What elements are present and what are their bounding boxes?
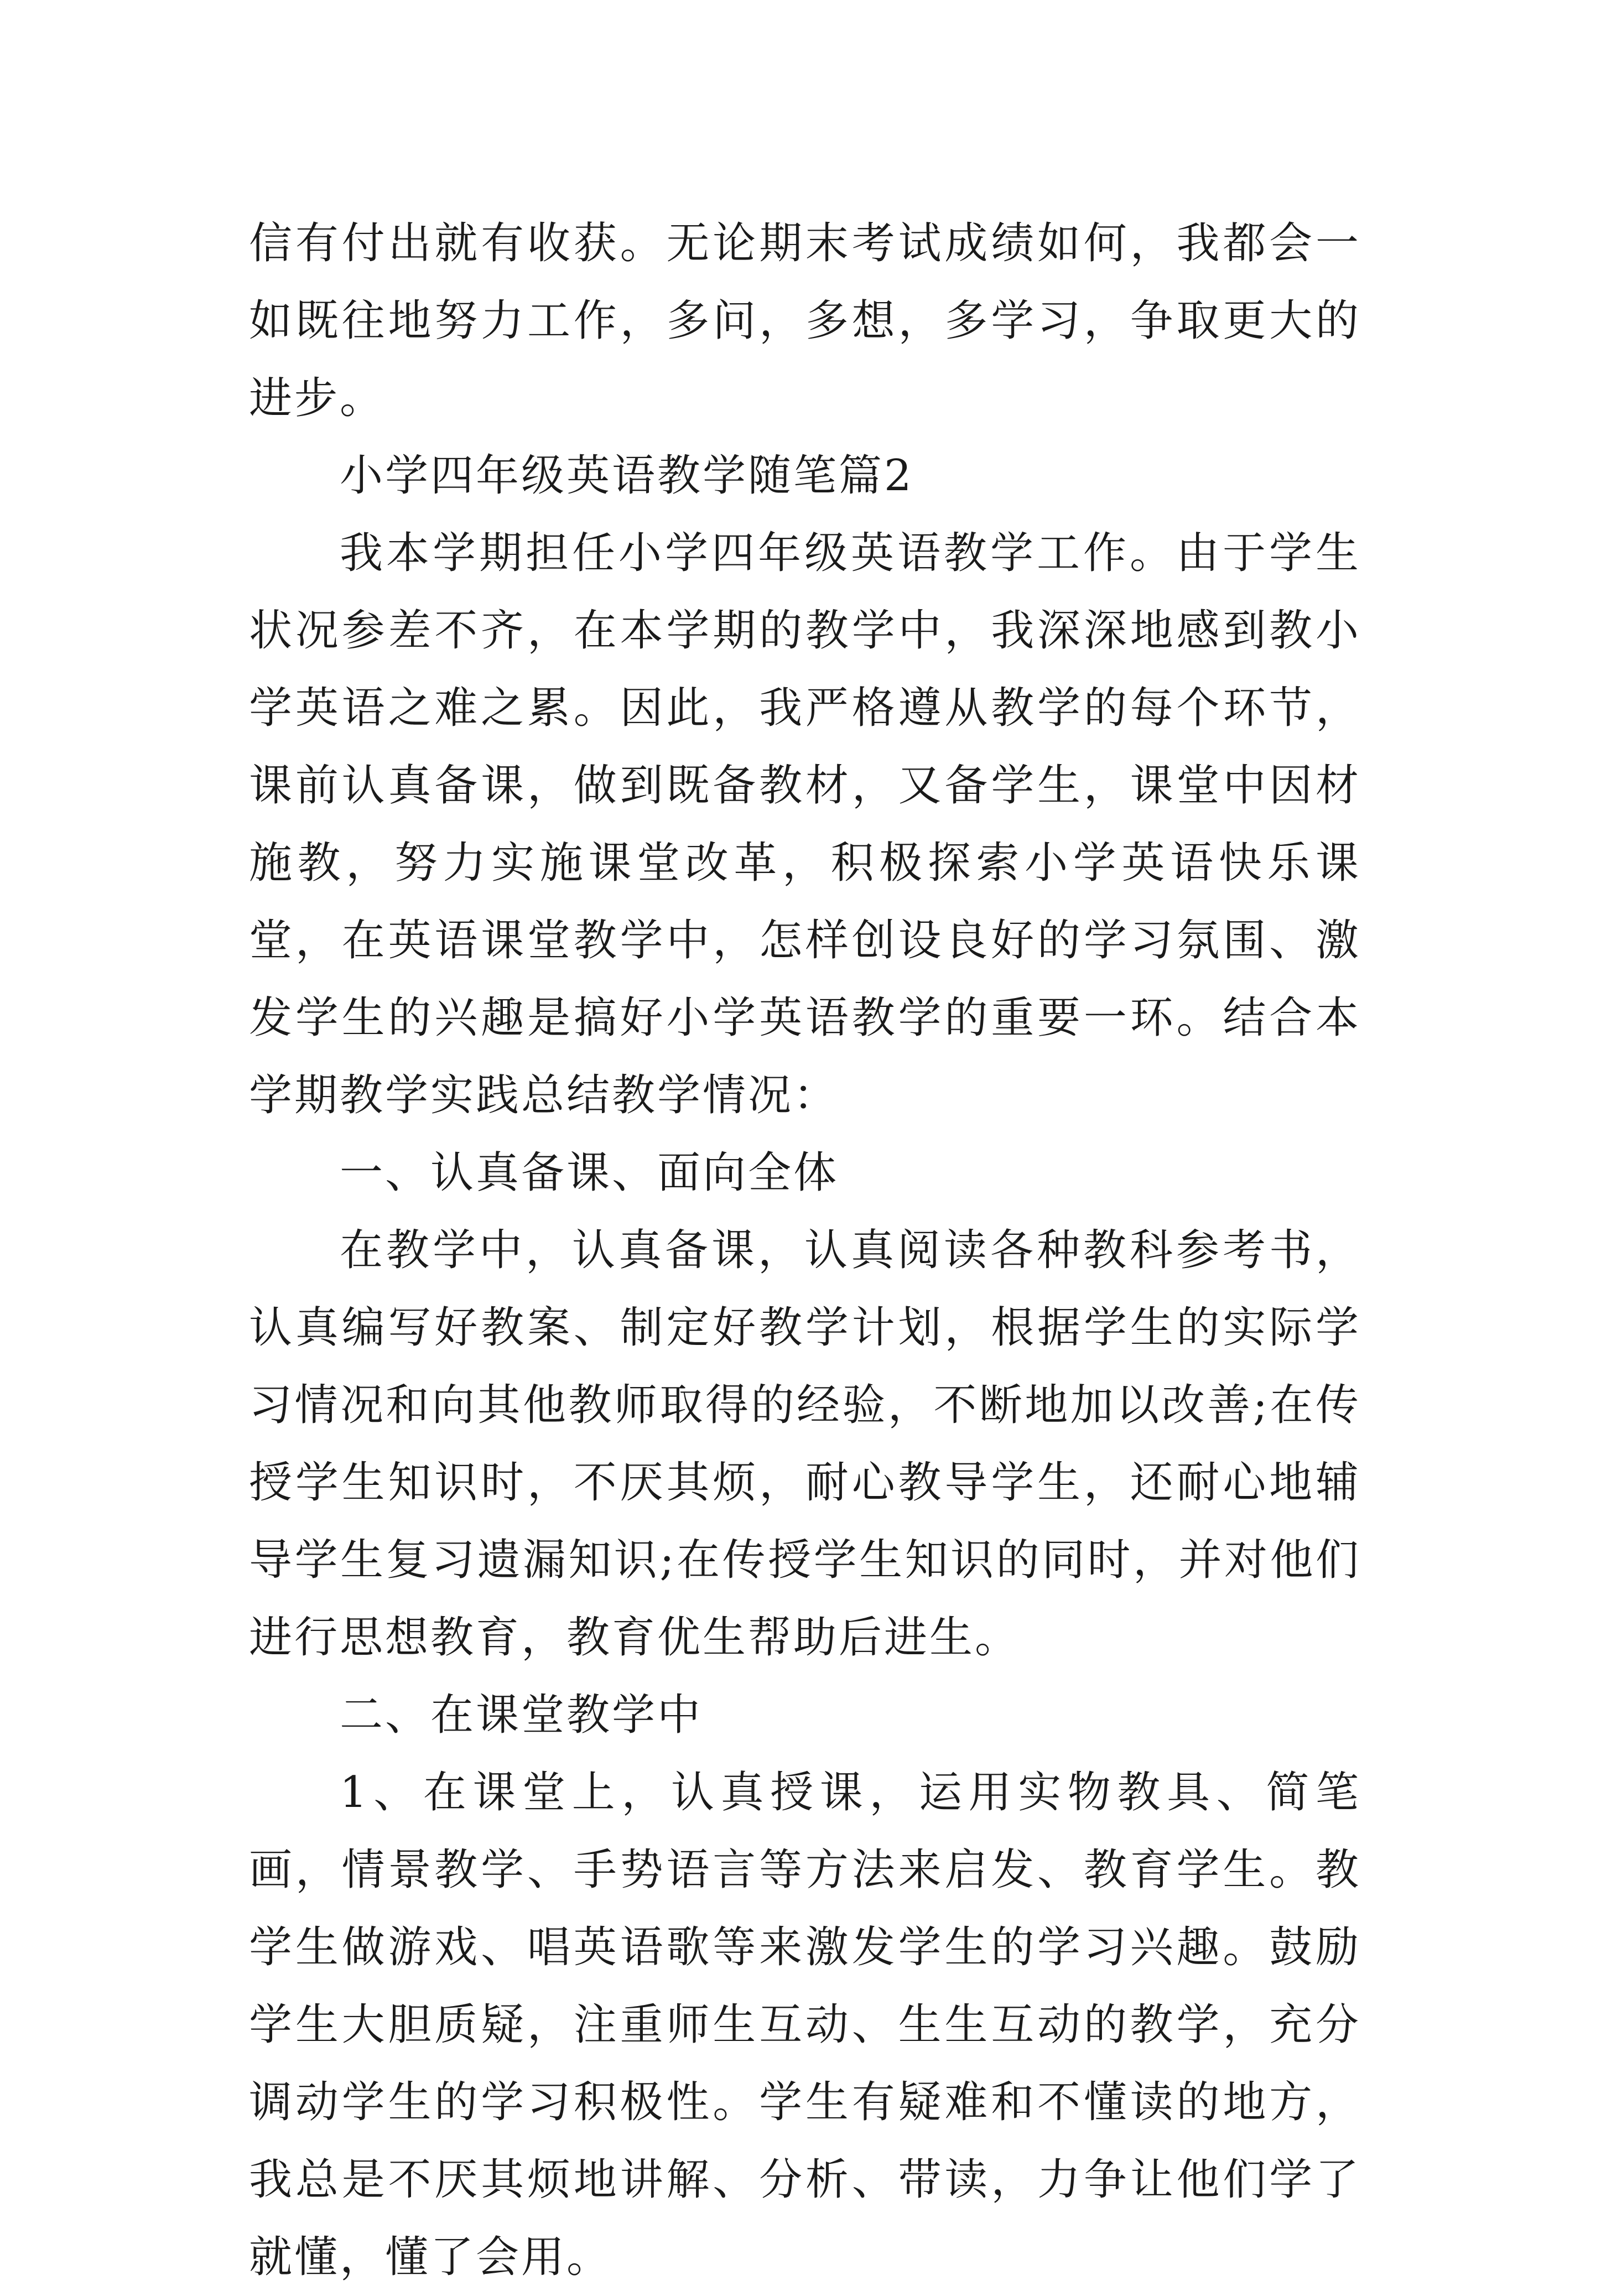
paragraph-classroom: 1、在课堂上，认真授课，运用实物教具、简笔画，情景教学、手势语言等方法来启发、教育学生。教学生做游戏、唱英语歌等来激发学生的学习兴趣。鼓励学生大胆质疑，注重师生互动、生生互动的教学，充分调动学生的学习积极性。学生有疑难和不懂读的地方，我总是不厌其烦地讲解、分析、带读，力争让他们学了就懂，懂了会用。 bbox=[249, 1768, 1361, 2282]
paragraph-intro: 我本学期担任小学四年级英语教学工作。由于学生状况参差不齐，在本学期的教学中，我深深地感到教小学英语之难之累。因此，我严格遵从教学的每个环节，课前认真备课，做到既备教材，又备学生，课堂中因材施教，努力实施课堂改革，积极探索小学英语快乐课堂，在英语课堂教学中，怎样创设良好的学习氛围、激发学生的兴趣是搞好小学英语教学的重要一环。结合本学期教学实践总结教学情况： bbox=[249, 528, 1361, 1120]
heading-one: 一、认真备课、面向全体 bbox=[340, 1148, 839, 1198]
section-title: 小学四年级英语教学随笔篇2 bbox=[340, 451, 914, 501]
heading-two: 二、在课堂教学中 bbox=[340, 1690, 703, 1740]
paragraph-continuation: 信有付出就有收获。无论期末考试成绩如何，我都会一如既往地努力工作，多问，多想，多学习，争取更大的进步。 bbox=[249, 219, 1361, 423]
document-page bbox=[249, 205, 1361, 2296]
paragraph-preparation: 在教学中，认真备课，认真阅读各种教科参考书，认真编写好教案、制定好教学计划，根据学生的实际学习情况和向其他教师取得的经验，不断地加以改善;在传授学生知识时，不厌其烦，耐心教导学生，还耐心地辅导学生复习遗漏知识;在传授学生知识的同时，并对他们进行思想教育，教育优生帮助后进生。 bbox=[249, 1225, 1361, 1663]
